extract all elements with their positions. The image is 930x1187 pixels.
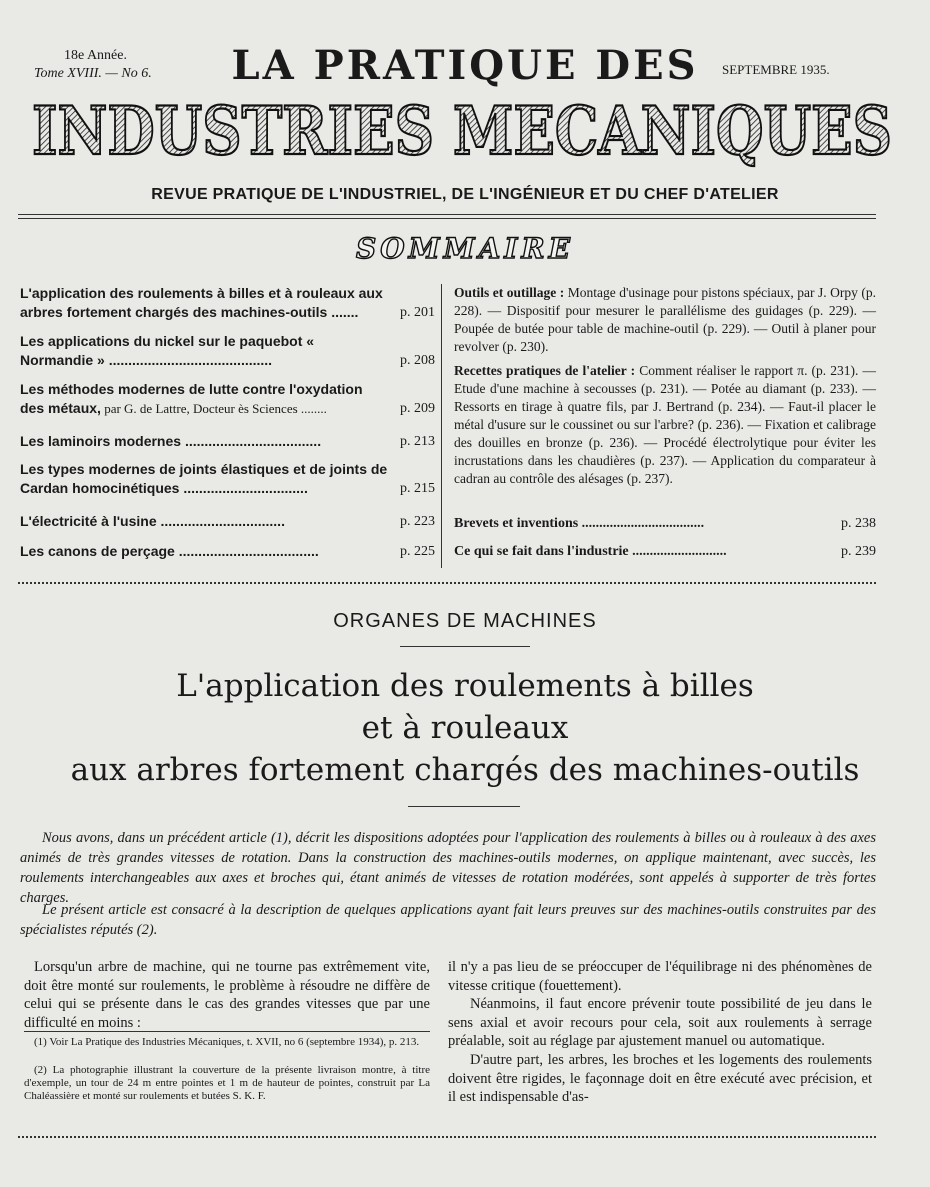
journal-title-line2: INDUSTRIES MECANIQUES <box>32 92 892 170</box>
toc-entry-page: p. 225 <box>400 544 435 559</box>
toc-entry-page: p. 238 <box>841 516 876 531</box>
section-underline <box>400 646 530 647</box>
footnote-2: (2) La photographie illustrant la couverture de la présente livraison montre, à titre d'exemple, un tour de 24 m entre pointes et 1 m de hauteur de pointes, construit par La Chaléassière et monté sur roulements et butées S. K. F. <box>24 1064 430 1102</box>
header-rule-thin <box>18 218 876 219</box>
toc-entry[interactable] <box>454 542 876 561</box>
intro-paragraph: Nous avons, dans un précédent article (1), décrit les dispositions adoptées pour l'application des roulements à billes ou à rouleaux à des axes animés de très grandes vitesses de rotation. Dans la construction des machines-outils modernes, on applique maintenant, avec succès, les roulements interchangeables aux axes et broches qui, étant animés de vitesses de rotation modérées, sont appelés à supporter de très fortes charges. <box>20 830 876 906</box>
article-title-line1: L'application des roulements à billes <box>176 668 754 704</box>
toc-entry-page: p. 213 <box>400 434 435 449</box>
toc-entry[interactable] <box>20 284 435 322</box>
tome-label: Tome XVIII. — No 6. <box>34 66 152 81</box>
year-label: 18e Année. <box>64 48 127 63</box>
toc-entry-title: Les canons de perçage .................................... <box>20 543 319 559</box>
toc-entry-page: p. 201 <box>400 305 435 320</box>
footnote-1: (1) Voir La Pratique des Industries Mécaniques, t. XVII, no 6 (septembre 1934), p. 213. <box>34 1036 420 1048</box>
toc-entry-title: Les laminoirs modernes ................................... <box>20 433 322 449</box>
page-bottom-rule <box>18 1136 876 1138</box>
issue-date: SEPTEMBRE 1935. <box>722 62 830 77</box>
toc-entry-page: p. 215 <box>400 481 435 496</box>
toc-entry[interactable] <box>454 362 876 488</box>
column2-paragraph: D'autre part, les arbres, les broches et les logements des roulements doivent être rigides, le façonnage doit en être exécuté avec précision, et il est indispensable d'as- <box>448 1052 872 1105</box>
toc-entry-title: Ce qui se fait dans l'industrie ........................... <box>454 544 727 559</box>
toc-entry-page: p. 239 <box>841 544 876 559</box>
column2-paragraph: Néanmoins, il faut encore prévenir toute possibilité de jeu dans le sens axial et avoir recours pour cela, soit aux roulements à serrage préalable, soit au réglage par ajustement manuel ou automatique. <box>448 996 872 1049</box>
toc-entry-title: Recettes pratiques de l'atelier : <box>454 363 636 378</box>
toc-entry-title: L'électricité à l'usine ................................ <box>20 513 285 529</box>
journal-subtitle: REVUE PRATIQUE DE L'INDUSTRIEL, DE L'INGÉNIEUR ET DU CHEF D'ATELIER <box>151 186 779 203</box>
toc-left-column <box>20 284 435 574</box>
toc-entry-page: p. 209 <box>400 401 435 416</box>
toc-entry[interactable] <box>20 542 435 561</box>
journal-title-banner <box>22 90 902 170</box>
toc-entry[interactable] <box>20 432 435 451</box>
toc-right-column <box>454 284 876 574</box>
intro-paragraph: Le présent article est consacré à la description de quelques applications ayant fait leurs preuves sur des machines-outils construites par des spécialistes réputés (2). <box>20 902 876 938</box>
toc-entry-title: L'application des roulements à billes et à rouleaux aux arbres fortement chargés des machines-outils ....... <box>20 285 383 320</box>
column2-paragraph: il n'y a pas lieu de se préoccuper de l'équilibrage ni des phénomènes de vitesse critique (fouettement). <box>448 959 872 994</box>
toc-entry-text: Comment réaliser le rapport π. (p. 231). — Etude d'une machine à secousses (p. 231). — Potée au diamant (p. 233). — Ressorts en tirage à quatre fils, par J. Bertrand (p. 234). — Faut-il placer le métal d'usure sur le coussinet ou sur l'arbre? (p. 236). — Fixation et calibrage des douilles en bronze (p. 236). — Procédé électrolytique pour éviter les incrustations dans les chaudières (p. 237). — Application du comparateur à cadran au contrôle des alésages (p. 237). <box>454 363 876 486</box>
toc-bottom-rule <box>18 582 876 584</box>
column1-paragraph: Lorsqu'un arbre de machine, qui ne tourne pas extrêmement vite, doit être monté sur roulements, le problème à résoudre ne diffère de celui qui se présente dans le cas des grandes vitesses que par une difficulté en moins : <box>24 959 430 1031</box>
toc-entry-page: p. 208 <box>400 353 435 368</box>
toc-entry[interactable] <box>20 512 435 531</box>
toc-entry[interactable] <box>20 380 435 418</box>
toc-entry-page: p. 223 <box>400 514 435 529</box>
toc-entry[interactable] <box>20 332 435 370</box>
toc-entry[interactable] <box>454 284 876 356</box>
toc-entry[interactable] <box>454 514 876 533</box>
toc-entry-title: Les applications du nickel sur le paquebot « Normandie » .......................................... <box>20 333 315 368</box>
toc-entry-text: Montage d'usinage pour pistons spéciaux, par J. Orpy (p. 228). — Dispositif pour mesurer le parallélisme des guidages (p. 229). — Poupée de butée pour table de machine-outil (p. 229). — Outil à planer pour revolver (p. 230). <box>454 285 876 354</box>
toc-entry-title: Brevets et inventions ................................... <box>454 516 705 531</box>
toc-entry-author: par G. de Lattre, Docteur ès Sciences ........ <box>100 401 327 416</box>
sommaire-title: SOMMAIRE <box>355 232 575 265</box>
footnote-rule <box>24 1031 430 1032</box>
article-title-line2: et à rouleaux <box>361 710 569 746</box>
journal-title-line1: LA PRATIQUE DES <box>231 42 699 89</box>
toc-entry[interactable] <box>20 460 435 498</box>
sommaire-heading <box>0 228 930 273</box>
header-rule <box>18 214 876 215</box>
title-underline <box>408 806 520 807</box>
toc-entry-title: Outils et outillage : <box>454 285 565 300</box>
article-title-line3: aux arbres fortement chargés des machines-outils <box>70 752 860 788</box>
toc-entry-title: Les méthodes modernes de lutte contre l'oxydation des métaux, <box>20 381 363 416</box>
toc-entry-title: Les types modernes de joints élastiques et de joints de Cardan homocinétiques ................................ <box>20 461 388 496</box>
toc-divider <box>441 284 442 568</box>
section-heading: ORGANES DE MACHINES <box>333 610 597 632</box>
